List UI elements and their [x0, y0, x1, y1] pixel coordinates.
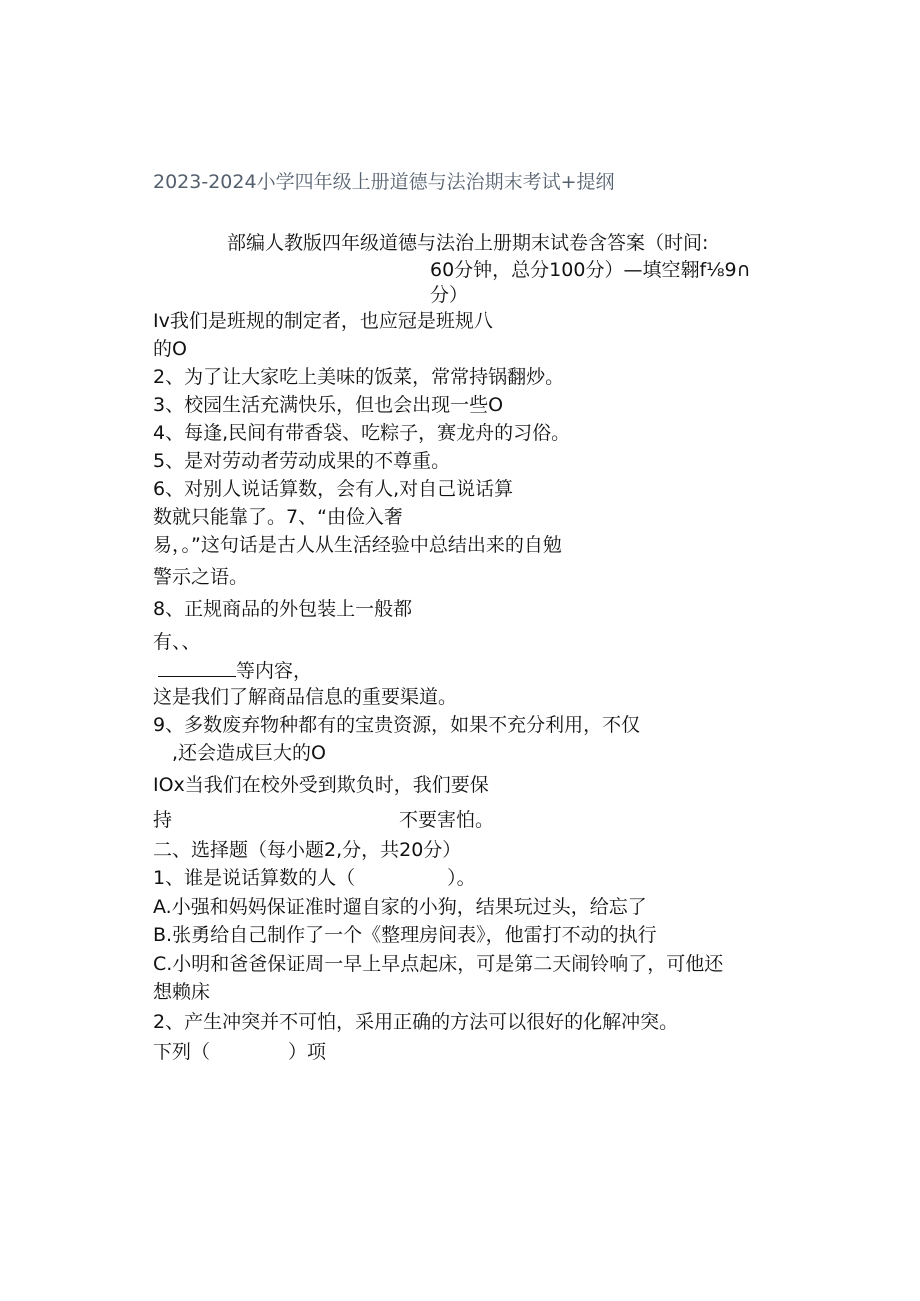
question-9-line-2: ,还会造成巨大的O	[172, 742, 326, 764]
choice-question-2-line-2	[153, 1040, 326, 1064]
choice-question-2: 2、产生冲突并不可怕，采用正确的方法可以很好的化解冲突。	[153, 1011, 679, 1033]
choice-1-option-a: A.小强和妈妈保证准时遛自家的小狗，结果玩过头，给忘了	[153, 896, 647, 918]
section-2-heading: 二、选择题（每小题2,分，共20分）	[153, 839, 462, 861]
question-9-line-1: 9、多数废弃物种都有的宝贵资源，如果不充分利用，不仅	[153, 714, 641, 736]
subtitle-line-1: 部编人教版四年级道德与法治上册期末试卷含答案（时间:	[227, 232, 709, 254]
choice-question-1	[153, 866, 476, 890]
answer-blank	[158, 658, 236, 677]
question-10-line-2a: 持	[153, 809, 173, 831]
question-4: 4、每逢,民间有带香袋、吃粽子，赛龙舟的习俗。	[153, 422, 571, 444]
question-5: 5、是对劳动者劳动成果的不尊重。	[153, 450, 451, 472]
question-7-line-2: 警示之语。	[153, 566, 249, 588]
question-3: 3、校园生活充满快乐，但也会出现一些O	[153, 394, 504, 416]
question-2: 2、为了让大家吃上美味的饭菜，常常持锅翻炒。	[153, 366, 565, 388]
question-8-line-1: 8、正规商品的外包装上一般都	[153, 598, 413, 620]
choice-question-2-prefix: 下列（	[153, 1041, 211, 1063]
choice-1-option-c-line-1: C.小明和爸爸保证周一早上早点起床，可是第二天闹铃响了，可他还	[153, 953, 724, 975]
question-8-line-3	[158, 658, 312, 683]
choice-question-1-text: 1、谁是说话算数的人（	[153, 867, 356, 889]
question-8-suffix: 等内容，	[236, 660, 313, 682]
question-8-line-4: 这是我们了解商品信息的重要渠道。	[153, 686, 458, 708]
question-10-line-2b: 不要害怕。	[399, 809, 495, 831]
choice-question-2-suffix: ）项	[288, 1041, 327, 1063]
document-title: 2023-2024小学四年级上册道德与法治期末考试+提纲	[153, 171, 615, 193]
subtitle-line-2: 60分钟，总分100分）—填空翱f⅛9∩	[430, 259, 751, 281]
question-8-line-2: 有、、	[153, 631, 201, 653]
question-1-line-1: Iv我们是班规的制定者，也应冠是班规八	[153, 310, 493, 332]
choice-question-1-end: ）。	[447, 867, 476, 889]
question-7-line-1: 易，。”这句话是古人从生活经验中总结出来的自勉	[153, 534, 562, 556]
choice-1-option-b: B.张勇给自己制作了一个《整理房间表》，他雷打不动的执行	[153, 924, 657, 946]
question-1-line-2: 的O	[153, 338, 187, 360]
question-6-line-2: 数就只能靠了。7、“由俭入奢	[153, 506, 403, 528]
choice-1-option-c-line-2: 想赖床	[153, 981, 211, 1003]
question-6-line-1: 6、对别人说话算数，会有人,对自己说话算	[153, 478, 514, 500]
question-10-line-1: IOx当我们在校外受到欺负时，我们要保	[153, 774, 489, 796]
subtitle-line-3: 分）	[430, 284, 469, 306]
